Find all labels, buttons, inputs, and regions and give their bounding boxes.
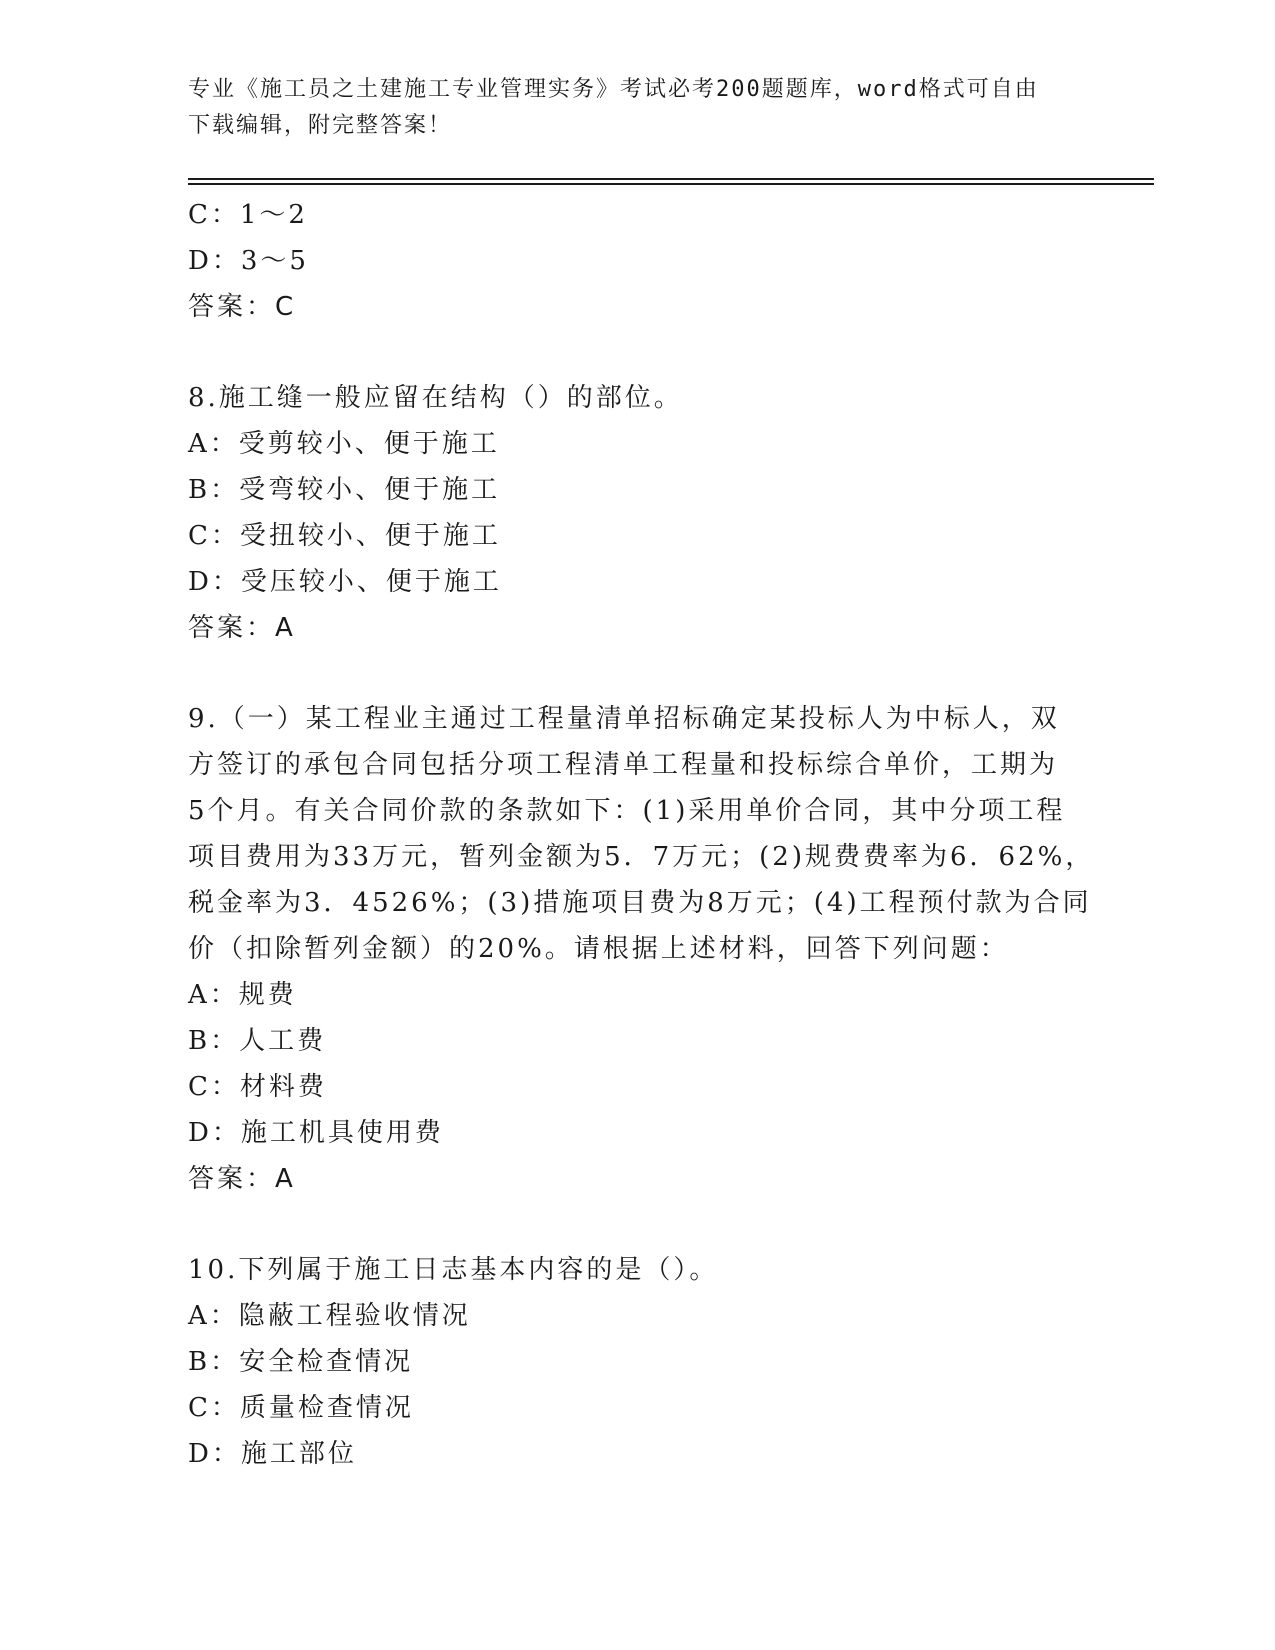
question-stem: 8.施工缝一般应留在结构（）的部位。 [188, 383, 683, 413]
option-c: C：材料费 [188, 1072, 327, 1102]
option-b: B：安全检查情况 [188, 1347, 414, 1377]
question-10 [188, 1247, 1068, 1477]
option-a: A：受剪较小、便于施工 [188, 429, 500, 459]
question-stem: 10.下列属于施工日志基本内容的是（）。 [188, 1255, 719, 1285]
option-a: A：隐蔽工程验收情况 [188, 1301, 471, 1331]
question-stem-line-4: 项目费用为33万元，暂列金额为5．7万元；(2)规费费率为6．62%， [188, 842, 1095, 872]
header-rule-top [188, 178, 1154, 180]
question-stem-line-5: 税金率为3．4526%；(3)措施项目费为8万元；(4)工程预付款为合同 [188, 888, 1092, 918]
spacer [188, 1202, 1068, 1247]
answer: 答案：A [188, 613, 296, 643]
spacer [188, 651, 1068, 696]
header-line-2: 下载编辑，附完整答案！ [188, 113, 453, 138]
document-header [188, 72, 1068, 144]
option-d: D：3～5 [188, 246, 309, 276]
document-body [188, 192, 1095, 1477]
option-d: D：施工机具使用费 [188, 1118, 444, 1148]
question-stem-line-6: 价（扣除暂列金额）的20%。请根据上述材料，回答下列问题： [188, 934, 1009, 964]
option-c: C：受扭较小、便于施工 [188, 521, 501, 551]
question-8 [188, 375, 1068, 651]
question-stem-line-2: 方签订的承包合同包括分项工程清单工程量和投标综合单价，工期为 [188, 750, 1059, 780]
header-rule-bottom [188, 183, 1154, 185]
question-7-tail [188, 192, 1068, 330]
option-c: C：质量检查情况 [188, 1393, 414, 1423]
spacer [188, 330, 1068, 375]
option-d: D：受压较小、便于施工 [188, 567, 502, 597]
answer: 答案：C [188, 292, 297, 322]
question-stem-line-3: 5个月。有关合同价款的条款如下：(1)采用单价合同，其中分项工程 [188, 796, 1066, 826]
option-b: B：人工费 [188, 1026, 327, 1056]
question-9 [188, 696, 1095, 1202]
option-b: B：受弯较小、便于施工 [188, 475, 501, 505]
option-a: A：规费 [188, 980, 297, 1010]
header-line-1: 专业《施工员之土建施工专业管理实务》考试必考200题题库，word格式可自由 [188, 77, 1039, 102]
question-stem-line-1: 9.（一）某工程业主通过工程量清单招标确定某投标人为中标人，双 [188, 704, 1060, 734]
option-c: C：1～2 [188, 200, 308, 230]
answer: 答案：A [188, 1164, 296, 1194]
option-d: D：施工部位 [188, 1439, 357, 1469]
